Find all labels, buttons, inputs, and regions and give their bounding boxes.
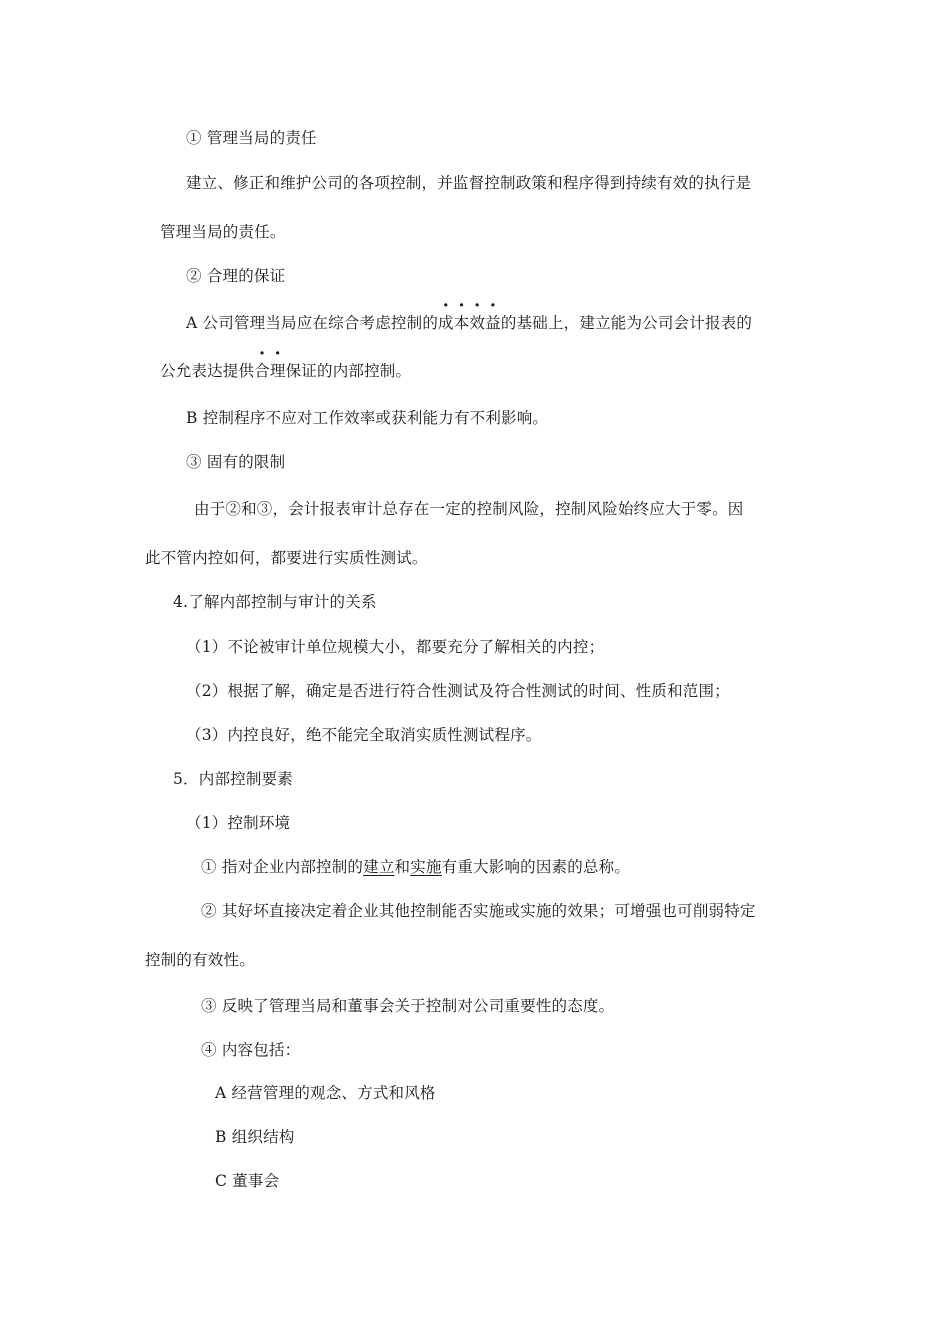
emphasis-char: 成 (438, 314, 454, 332)
item3-body-line2: 此不管内控如何，都要进行实质性测试。 (145, 549, 428, 567)
item2-a-suffix: 的基础上，建立能为公司会计报表的 (500, 314, 753, 332)
section5-sub1-heading: （1）控制环境 (186, 814, 291, 832)
env1-underlined-establish: 建立 (363, 858, 395, 876)
section4-point2: （2）根据了解，确定是否进行符合性测试及符合性测试的时间、性质和范围； (186, 682, 730, 700)
emphasis-char: 合 (254, 362, 270, 380)
content-item-c: C 董事会 (215, 1172, 280, 1190)
content-item-a: A 经营管理的观念、方式和风格 (215, 1084, 436, 1102)
content-item-b: B 组织结构 (215, 1128, 295, 1146)
item2-a-line2-suffix: 保证的内部控制。 (285, 362, 412, 380)
emphasis-char: 理 (269, 362, 286, 380)
item3-heading: ③ 固有的限制 (186, 453, 286, 471)
item2-point-a-line2 (160, 361, 411, 381)
env1-prefix: ① 指对企业内部控制的 (201, 858, 364, 876)
item2-point-a-line1 (186, 313, 752, 333)
env1-suffix: 有重大影响的因素的总称。 (441, 858, 631, 876)
env1-underlined-implement: 实施 (410, 858, 442, 876)
emphasis-char: 本 (453, 314, 470, 332)
env-point2-line2: 控制的有效性。 (145, 951, 255, 969)
item1-body-line1: 建立、修正和维护公司的各项控制，并监督控制政策和程序得到持续有效的执行是 (186, 174, 752, 192)
item3-body-line1: 由于②和③，会计报表审计总存在一定的控制风险，控制风险始终应大于零。因 (194, 500, 744, 518)
emphasis-char: 益 (485, 314, 501, 332)
section4-point3: （3）内控良好，绝不能完全取消实质性测试程序。 (186, 726, 542, 744)
section4-heading: 4.了解内部控制与审计的关系 (173, 593, 377, 611)
section4-point1: （1）不论被审计单位规模大小，都要充分了解相关的内控； (186, 638, 605, 656)
item1-heading: ① 管理当局的责任 (186, 129, 317, 147)
env-point3: ③ 反映了管理当局和董事会关于控制对公司重要性的态度。 (201, 997, 615, 1015)
env1-mid: 和 (394, 858, 411, 876)
env-point4: ④ 内容包括： (201, 1041, 301, 1059)
item2-point-b: B 控制程序不应对工作效率或获利能力有不利影响。 (186, 409, 549, 427)
item2-a-prefix: A 公司管理当局应在综合考虑控制的 (186, 314, 439, 332)
env-point1 (201, 857, 630, 877)
env-point2-line1: ② 其好坏直接决定着企业其他控制能否实施或实施的效果；可增强也可削弱特定 (201, 902, 756, 920)
section5-heading: 5．内部控制要素 (173, 770, 293, 788)
item1-body-line2: 管理当局的责任。 (160, 223, 286, 241)
item2-heading: ② 合理的保证 (186, 267, 286, 285)
item2-a-line2-prefix: 公允表达提供 (160, 362, 255, 380)
emphasis-char: 效 (469, 314, 486, 332)
